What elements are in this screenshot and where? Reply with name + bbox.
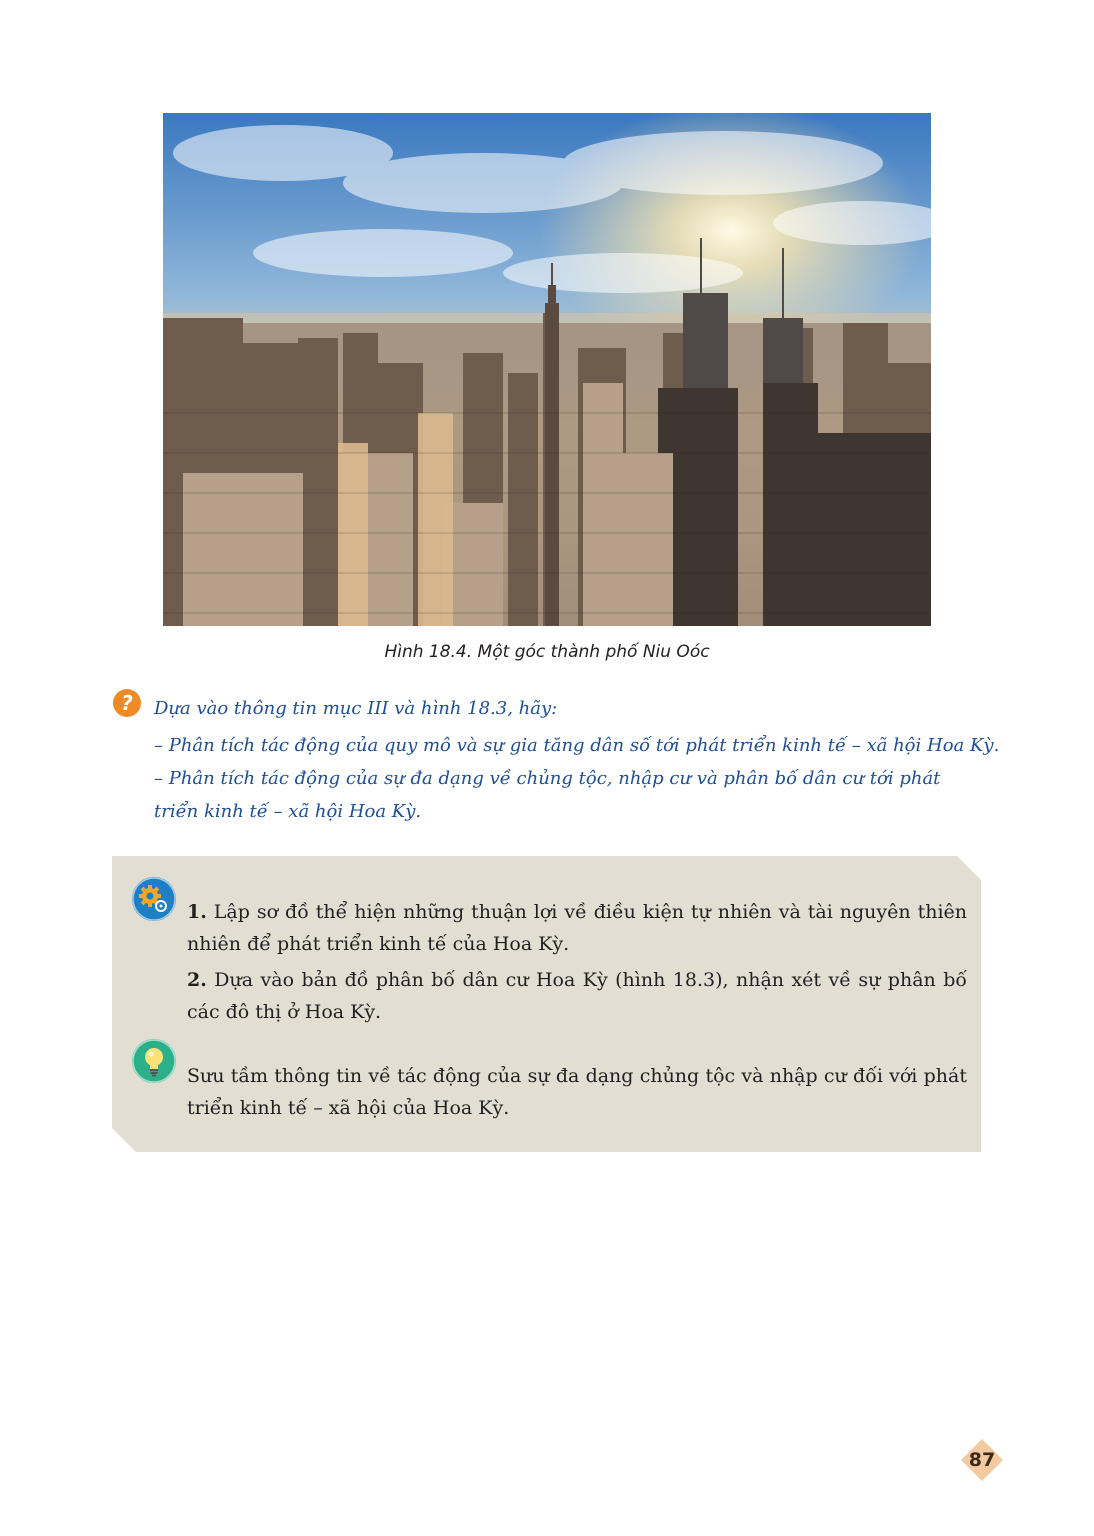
practice-item-2-number: 2. xyxy=(187,969,207,991)
city-skyline-photo xyxy=(163,113,931,626)
question-intro: Dựa vào thông tin mục III và hình 18.3, hãy: xyxy=(154,698,558,719)
question-icon xyxy=(112,688,142,718)
question-item-1: – Phân tích tác động của quy mô và sự gia tăng dân số tới phát triển kinh tế – xã hội Hoa Kỳ. xyxy=(154,735,1000,756)
practice-item-1 xyxy=(187,896,967,960)
lightbulb-icon xyxy=(131,1038,177,1084)
practice-item-2-text: Dựa vào bản đồ phân bố dân cư Hoa Kỳ (hình 18.3), nhận xét về sự phân bố các đô thị ở Hoa Kỳ. xyxy=(187,969,967,1023)
question-item-2: – Phân tích tác động của sự đa dạng về chủng tộc, nhập cư và phân bố dân cư tới phát triển kinh tế – xã hội Hoa Kỳ. xyxy=(154,768,941,822)
page-number: 87 xyxy=(968,1449,996,1471)
practice-item-1-number: 1. xyxy=(187,901,207,923)
practice-item-2 xyxy=(187,964,967,1028)
apply-text: Sưu tầm thông tin về tác động của sự đa dạng chủng tộc và nhập cư đối với phát triển kinh tế – xã hội của Hoa Kỳ. xyxy=(187,1065,967,1119)
figure-caption: Hình 18.4. Một góc thành phố Niu Oóc xyxy=(384,642,710,662)
practice-item-1-text: Lập sơ đồ thể hiện những thuận lợi về điều kiện tự nhiên và tài nguyên thiên nhiên để phát triển kinh tế của Hoa Kỳ. xyxy=(187,901,967,955)
gear-icon xyxy=(131,876,177,922)
svg-text:?: ? xyxy=(121,691,133,715)
